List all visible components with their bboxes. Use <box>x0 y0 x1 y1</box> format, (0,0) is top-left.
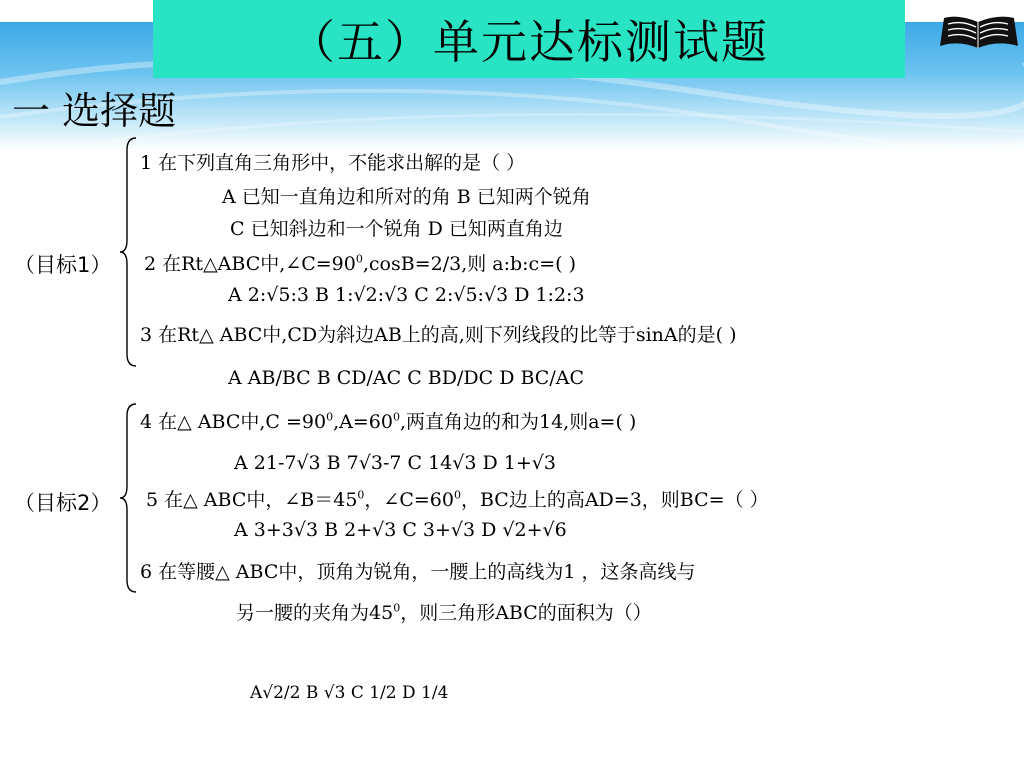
question-6-line-1: 6 在等腰△ ABC中，顶角为锐角，一腰上的高线为1 ，这条高线与 <box>140 561 696 583</box>
book-logo-icon <box>936 10 1020 52</box>
question-2-text-end: ,cosB=2/3,则 a:b:c=( ) <box>362 253 576 275</box>
degree-sup: 0 <box>326 410 334 424</box>
question-4 <box>140 411 636 433</box>
question-4-text-mid: ,A=60 <box>333 411 393 433</box>
goal-1-label: （目标1） <box>14 253 112 277</box>
degree-sup: 0 <box>393 601 401 615</box>
question-4-text: 4 在△ ABC中,C =90 <box>140 411 327 433</box>
question-2 <box>144 253 576 275</box>
degree-sup: 0 <box>392 410 400 424</box>
question-3: 3 在Rt△ ABC中,CD为斜边AB上的高,则下列线段的比等于sinA的是( ) <box>140 324 737 346</box>
degree-sup: 0 <box>357 488 365 502</box>
question-6-text: 另一腰的夹角为45 <box>236 602 394 624</box>
question-2-text: 2 在Rt△ABC中,∠C=90 <box>144 253 356 275</box>
page-title: （五）单元达标测试题 <box>289 15 769 69</box>
section-title: 一 选择题 <box>12 89 177 133</box>
brace-group-2 <box>118 402 138 594</box>
degree-sup: 0 <box>453 488 461 502</box>
question-5-options: A 3+3√3 B 2+√3 C 3+√3 D √2+√6 <box>234 519 567 541</box>
question-5-text-end: ，BC边上的高AD=3，则BC=（ ） <box>460 489 769 511</box>
question-5 <box>146 489 769 511</box>
question-1-options-cd: C 已知斜边和一个锐角 D 已知两直角边 <box>230 218 563 240</box>
brace-group-1 <box>118 136 138 368</box>
question-4-options: A 21-7√3 B 7√3-7 C 14√3 D 1+√3 <box>234 452 556 474</box>
title-box <box>153 0 905 78</box>
question-2-options: A 2:√5:3 B 1:√2:√3 C 2:√5:√3 D 1:2:3 <box>228 284 585 306</box>
question-6-line-2 <box>236 602 652 624</box>
goal-2-label: （目标2） <box>14 491 112 515</box>
degree-sup: 0 <box>355 252 363 266</box>
question-3-options: A AB/BC B CD/AC C BD/DC D BC/AC <box>228 367 584 389</box>
question-1-options-ab: A 已知一直角边和所对的角 B 已知两个锐角 <box>222 186 591 208</box>
question-1: 1 在下列直角三角形中，不能求出解的是（ ） <box>140 152 526 174</box>
question-6-options: A√2/2 B √3 C 1/2 D 1/4 <box>250 683 449 703</box>
question-4-text-end: ,两直角边的和为14,则a=( ) <box>399 411 637 433</box>
question-6-text-end: ，则三角形ABC的面积为（） <box>400 602 652 624</box>
question-5-text: 5 在△ ABC中，∠B＝45 <box>146 489 358 511</box>
question-5-text-mid: ，∠C=60 <box>364 489 454 511</box>
